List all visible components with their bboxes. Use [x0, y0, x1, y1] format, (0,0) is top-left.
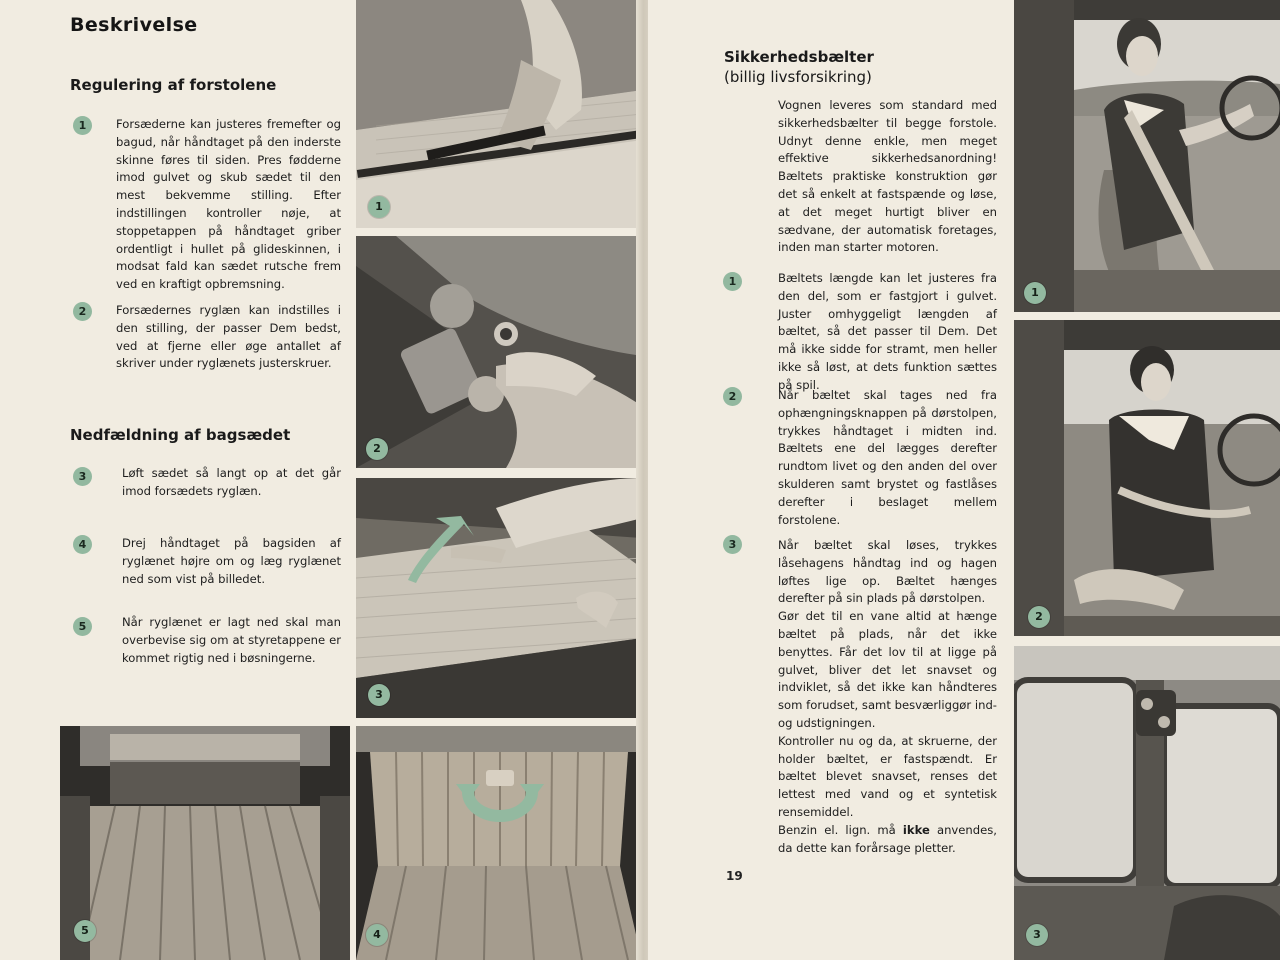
paragraph-4: Drej håndtaget på bagsiden af ryglænet højre om og læg ryglænet ned som vist på billedet.: [122, 536, 341, 586]
belt-paragraph-3-part-1: Når bæltet skal løses, trykkes låsehagens håndtag ind og hagen løftes lige op. Bæltet hænges derefter på sin plads på dørstolpen.: [778, 538, 997, 606]
warning-text-start: Benzin el. lign. må: [778, 822, 903, 837]
belt-bullet-2: 2: [723, 387, 742, 406]
photo-badge-2: 2: [366, 438, 388, 460]
right-photo-badge-2: 2: [1028, 606, 1050, 628]
bullet-1: 1: [73, 116, 92, 135]
warning-text-end: anvendes, da dette kan forårsage pletter.: [778, 822, 997, 855]
belt-bullet-1: 1: [723, 272, 742, 291]
belt-bullet-3: 3: [723, 535, 742, 554]
paragraph-5: Når ryglænet er lagt ned skal man overbevise sig om at styretappene er kommet rigtig ned i bøsningerne.: [122, 615, 341, 665]
section-heading-front-seats: Regulering af forstolene: [70, 76, 277, 94]
bullet-3: 3: [73, 467, 92, 486]
page-title: Beskrivelse: [70, 14, 198, 36]
paragraph-1: Forsæderne kan justeres fremefter og bagud, når håndtaget på den inderste skinne føres til siden. Pres fødderne imod gulvet og skub sædet til den mest bekvemme stilling. Efter indstillingen kontroller nøje, at stoppetappen på håndtaget griber ordentligt i hullet på glideskinnen, i modsat fald kan sædet rutsche frem ved en kraftigt opbremsning.: [116, 117, 341, 292]
paragraph-3: Løft sædet så langt op at det går imod forsædets ryglæn.: [122, 466, 341, 498]
photo-door-pillar: [1014, 646, 1280, 960]
photo-seat-rail: [356, 0, 642, 228]
belt-paragraph-1: Bæltets længde kan let justeres fra den del, som er fastgjort i gulvet. Juster omhyggeligt længden af bæltet, så det passer til Dem. Det må ikke sidde for stramt, men heller ikke så løst, at dets funktion sættes på spil.: [778, 271, 997, 392]
photo-badge-1: 1: [368, 196, 390, 218]
warning-emphasis: ikke: [902, 822, 930, 837]
belt-paragraph-3-part-2: Gør det til en vane altid at hænge bæltet på plads, når det ikke benyttes. Får det lov til at ligge på gulvet, bliver det let snavset og indviklet, så det ikke kan håndteres som forudset, samt besværliggør ind- og udstigningen.: [778, 609, 997, 730]
right-page: [648, 0, 1280, 960]
photo-driver-belt: [1014, 0, 1280, 312]
right-photo-badge-3: 3: [1026, 924, 1048, 946]
belt-paragraph-3-part-4: [778, 822, 997, 858]
intro-paragraph: Vognen leveres som standard med sikkerhedsbælter til begge forstole. Udnyt denne enkle, men meget effektive sikkerhedsanordning! Bæltets praktiske konstruktion gør det så enkelt at fastspænde og løse, at det meget hurtigt bliver en sædvane, der automatisk foretages, inden man starter motoren.: [778, 98, 997, 255]
belt-paragraph-3-part-3: Kontroller nu og da, at skruerne, der holder bæltet, er fastspændt. Er bæltet blevet snavset, renses det lettest med vand og et syntetisk rensemiddel.: [778, 733, 997, 819]
photo-fasten-belt: [1014, 320, 1280, 636]
bullet-2: 2: [73, 302, 92, 321]
page-number: 19: [726, 869, 743, 883]
section-heading-seat-belts: Sikkerhedsbælter: [724, 48, 874, 66]
photo-backrest-screw: [356, 236, 642, 468]
belt-paragraph-3: [778, 537, 997, 857]
photo-rear-seat-lift: [356, 478, 642, 718]
section-heading-rear-seat: Nedfældning af bagsædet: [70, 426, 291, 444]
photo-badge-3: 3: [368, 684, 390, 706]
right-photo-badge-1: 1: [1024, 282, 1046, 304]
photo-badge-4: 4: [366, 924, 388, 946]
paragraph-2: Forsædernes ryglæn kan indstilles i den stilling, der passer Dem bedst, ved at fjerne eller øge antallet af skriver under ryglænets justerskruer.: [116, 303, 341, 371]
bullet-5: 5: [73, 617, 92, 636]
photo-badge-5: 5: [74, 920, 96, 942]
belt-paragraph-2: Når bæltet skal tages ned fra ophængningsknappen på dørstolpen, trykkes håndtaget i midten ind. Bæltets ene del lægges derefter rundtom livet og den anden del over skulderen samt brystet og fastlåses derefter i beslaget mellem forstolene.: [778, 388, 997, 527]
section-subheading: (billig livsforsikring): [724, 68, 872, 86]
bullet-4: 4: [73, 535, 92, 554]
photo-backrest-handle: [356, 726, 642, 960]
photo-luggage-floor: [60, 726, 350, 960]
